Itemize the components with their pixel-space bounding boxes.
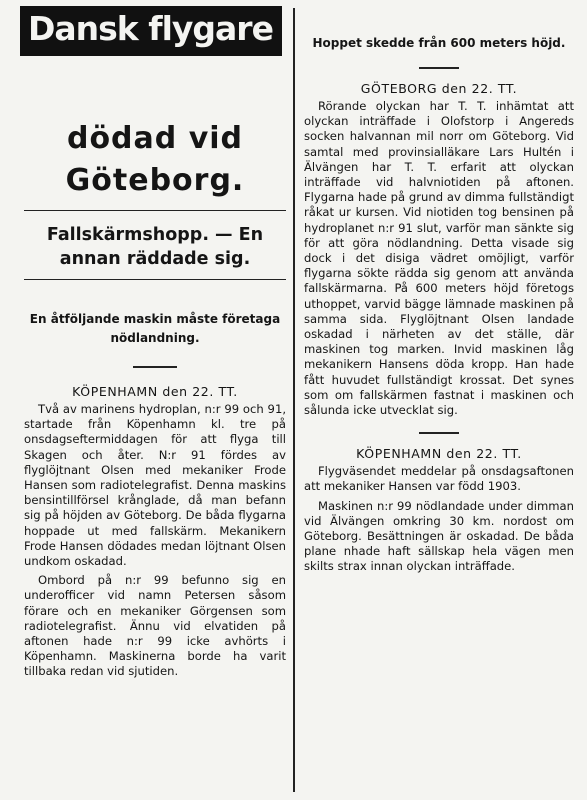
dateline: KÖPENHAMN den 22. TT. xyxy=(72,384,238,399)
section-rule xyxy=(419,67,459,69)
article-paragraph: Ombord på n:r 99 befunno sig en underofficer vid namn Petersen såsom förare och en mekaniker Görgensen som radiotelegrafist. Ännu vid elvatiden på aftonen hade n:r 99 icke avhörts i Köpenhamn. Maskinerna borde ha varit tillbaka redan vid sjutiden. xyxy=(24,573,286,679)
dateline: KÖPENHAMN den 22. TT. xyxy=(356,446,522,462)
article-paragraph: Maskinen n:r 99 nödlandade under dimman vid Älvängen omkring 30 km. nordost om Göteborg. Besättningen är oskadad. De båda plane nhade haft sällskap hela vägen men skilts strax innan olyckan inträffade. xyxy=(304,498,574,574)
dateline: GÖTEBORG den 22. TT. xyxy=(360,81,518,96)
right-column xyxy=(304,34,574,575)
deck-text: Hoppet skedde från 600 meters höjd. xyxy=(312,36,566,50)
section-rule xyxy=(419,432,459,434)
headline: dödad vid Göteborg. xyxy=(65,121,245,198)
article-paragraph: Två av marinens hydroplan, n:r 99 och 91, startade från Köpenhamn kl. tre på onsdagseftermiddagen för att flyga till Skagen och åter. N:r 91 fördes av flyglöjtnant Olsen med mekaniker Frode Hansen som radiotelegrafist. Denna maskins bensintillförsel krånglade, då man befann sig på höjden av Göteborg. De båda flygarna hoppade ut med fallskärm. Mekanikern Frode Hansen dödades medan löjtnant Olsen undkom oskadad. xyxy=(24,402,286,569)
deck-text: En åtföljande maskin måste företaga nödlandning. xyxy=(29,312,281,345)
subheadline: Fallskärmshopp. — En annan räddade sig. xyxy=(46,225,264,269)
article-paragraph: Flygväsendet meddelar på onsdagsaftonen att mekaniker Hansen var född 1903. xyxy=(304,464,574,494)
article-paragraph: Rörande olyckan har T. T. inhämtat att olyckan inträffade i Olofstorp i Angereds socken halvannan mil norr om Göteborg. Vid samtal med provinsialläkare Lars Hultén i Älvängen har T. T. erfarit att olyckan inträffade vid halvniotiden på aftonen. Flygarna hade på grund av dimma fullständigt råkat ur kursen. Vid niotiden tog bensinen på hydroplanet n:r 91 slut, varför man sänkte sig för att göra nödlandning. Detta visade sig dock i det disiga vädret omöjligt, varför flygarna sökte rädda sig genom att använda fallskärmarna. På 600 meters höjd företogs uthoppet, varvid bägge lämnade maskinen på samma sida. Flyglöjtnant Olsen landade oskadad i närheten av det ställe, där maskinen tog marken. Invid maskinen låg mekanikern Hansens döda kropp. Han hade fått huvudet fullständigt krossat. Det synes som om fallskärmen fastnat i maskinen och sålunda icke utvecklat sig. xyxy=(304,99,574,418)
divider xyxy=(24,210,286,211)
masthead-title: Dansk flygare xyxy=(20,6,282,56)
section-rule xyxy=(133,366,177,368)
column-divider xyxy=(293,8,295,792)
divider xyxy=(24,279,286,280)
left-column xyxy=(24,6,286,680)
